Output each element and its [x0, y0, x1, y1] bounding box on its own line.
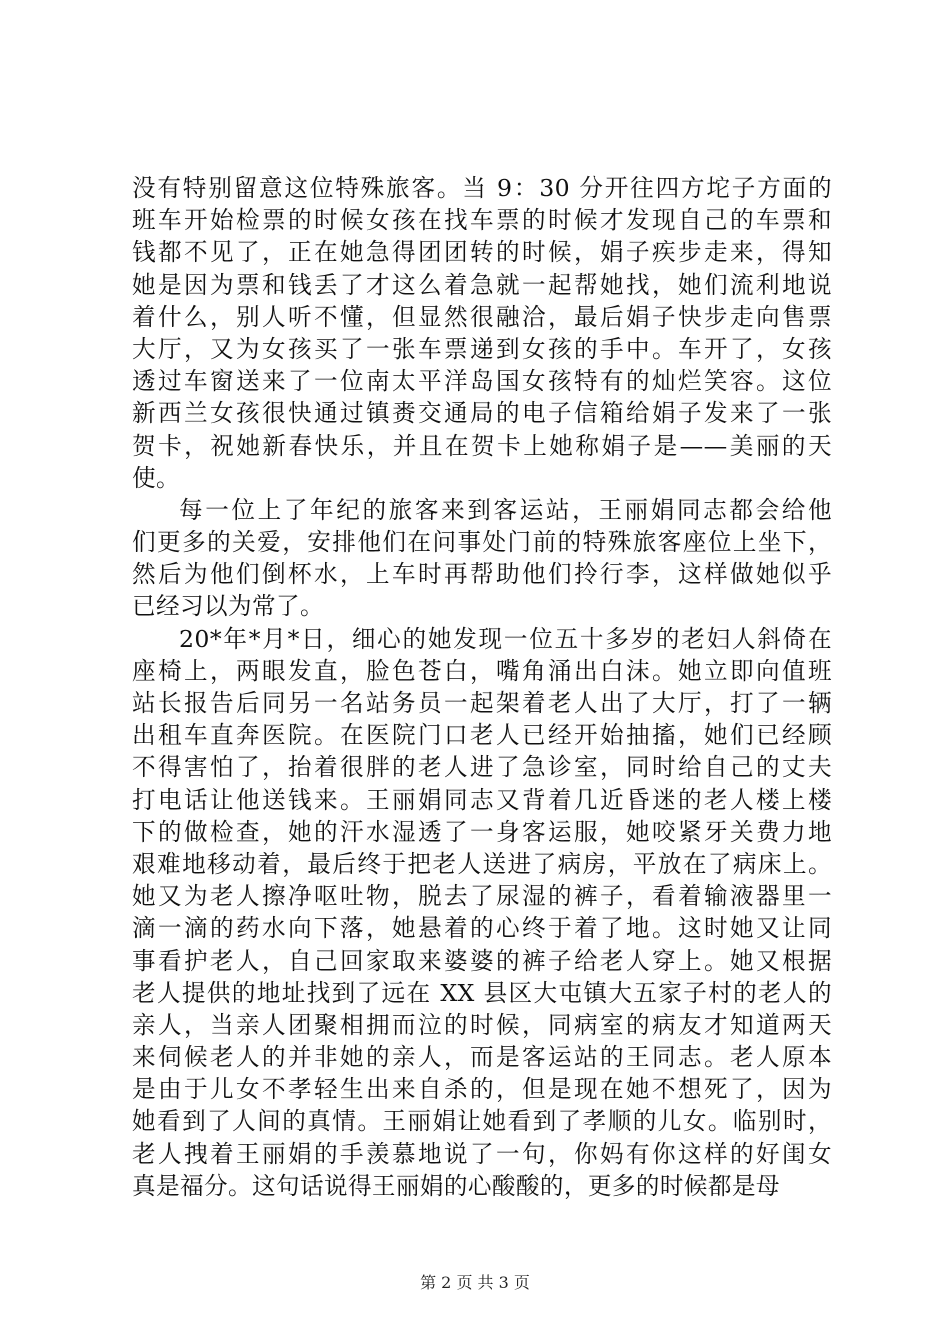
paragraph-p1 [132, 172, 832, 494]
text-line: 她看到了人间的真情。王丽娟让她看到了孝顺的儿女。临别时， [132, 1107, 832, 1136]
text-line: 事看护老人，自己回家取来婆婆的裤子给老人穿上。她又根据 [132, 946, 832, 975]
text-line: 她又为老人擦净呕吐物，脱去了尿湿的裤子，看着输液器里一 [132, 882, 832, 911]
text-line: 使。 [132, 463, 180, 492]
text-line: 透过车窗送来了一位南太平洋岛国女孩特有的灿烂笑容。这位 [132, 367, 832, 396]
text-line: 每一位上了年纪的旅客来到客运站，王丽娟同志都会给他 [179, 495, 832, 524]
text-line: 打电话让他送钱来。王丽娟同志又背着几近昏迷的老人楼上楼 [132, 785, 832, 814]
text-line: 已经习以为常了。 [132, 592, 324, 621]
document-body [132, 172, 832, 1202]
text-line: 然后为他们倒杯水，上车时再帮助他们拎行李，这样做她似乎 [132, 560, 832, 589]
text-line: 们更多的关爱，安排他们在问事处门前的特殊旅客座位上坐下， [132, 528, 832, 557]
text-line: 艰难地移动着，最后终于把老人送进了病房，平放在了病床上。 [132, 849, 832, 878]
text-line: 她是因为票和钱丢了才这么着急就一起帮她找，她们流利地说 [132, 270, 832, 299]
text-line: 没有特别留意这位特殊旅客。当 9：30 分开往四方坨子方面的 [132, 174, 832, 202]
text-line: 老人拽着王丽娟的手羡慕地说了一句，你妈有你这样的好闺女 [132, 1139, 832, 1168]
text-line: 20*年*月*日，细心的她发现一位五十多岁的老妇人斜倚在 [179, 624, 832, 653]
text-line: 下的做检查，她的汗水湿透了一身客运服，她咬紧牙关费力地 [132, 817, 832, 846]
text-line: 来伺候老人的并非她的亲人，而是客运站的王同志。老人原本 [132, 1043, 832, 1072]
text-line: 站长报告后同另一名站务员一起架着老人出了大厅，打了一辆 [132, 689, 832, 717]
text-line: 班车开始检票的时候女孩在找车票的时候才发现自己的车票和 [132, 206, 832, 235]
text-line: 出租车直奔医院。在医院门口老人已经开始抽搐，她们已经顾 [132, 721, 832, 750]
paragraph-p3 [132, 623, 832, 1202]
page-footer: 第 2 页 共 3 页 [420, 1273, 530, 1292]
text-line: 着什么，别人听不懂，但显然很融洽，最后娟子快步走向售票 [132, 302, 832, 331]
text-line: 亲人，当亲人团聚相拥而泣的时候，同病室的病友才知道两天 [132, 1010, 832, 1039]
text-line: 不得害怕了，抬着很胖的老人进了急诊室，同时给自己的丈夫 [132, 753, 832, 782]
paragraph-p2 [132, 494, 832, 623]
text-line: 老人提供的地址找到了远在 XX 县区大屯镇大五家子村的老人的 [132, 978, 832, 1007]
text-line: 钱都不见了，正在她急得团团转的时候，娟子疾步走来，得知 [132, 238, 832, 267]
text-line: 新西兰女孩很快通过镇赉交通局的电子信箱给娟子发来了一张 [132, 399, 832, 428]
text-line: 贺卡，祝她新春快乐，并且在贺卡上她称娟子是——美丽的天 [132, 431, 832, 460]
text-line: 大厅，又为女孩买了一张车票递到女孩的手中。车开了，女孩 [132, 334, 832, 363]
text-line: 是由于儿女不孝轻生出来自杀的，但是现在她不想死了，因为 [132, 1075, 832, 1104]
text-line: 真是福分。这句话说得王丽娟的心酸酸的，更多的时候都是母 [132, 1171, 780, 1200]
text-line: 滴一滴的药水向下落，她悬着的心终于着了地。这时她又让同 [132, 914, 832, 943]
text-line: 座椅上，两眼发直，脸色苍白，嘴角涌出白沫。她立即向值班 [132, 656, 832, 685]
